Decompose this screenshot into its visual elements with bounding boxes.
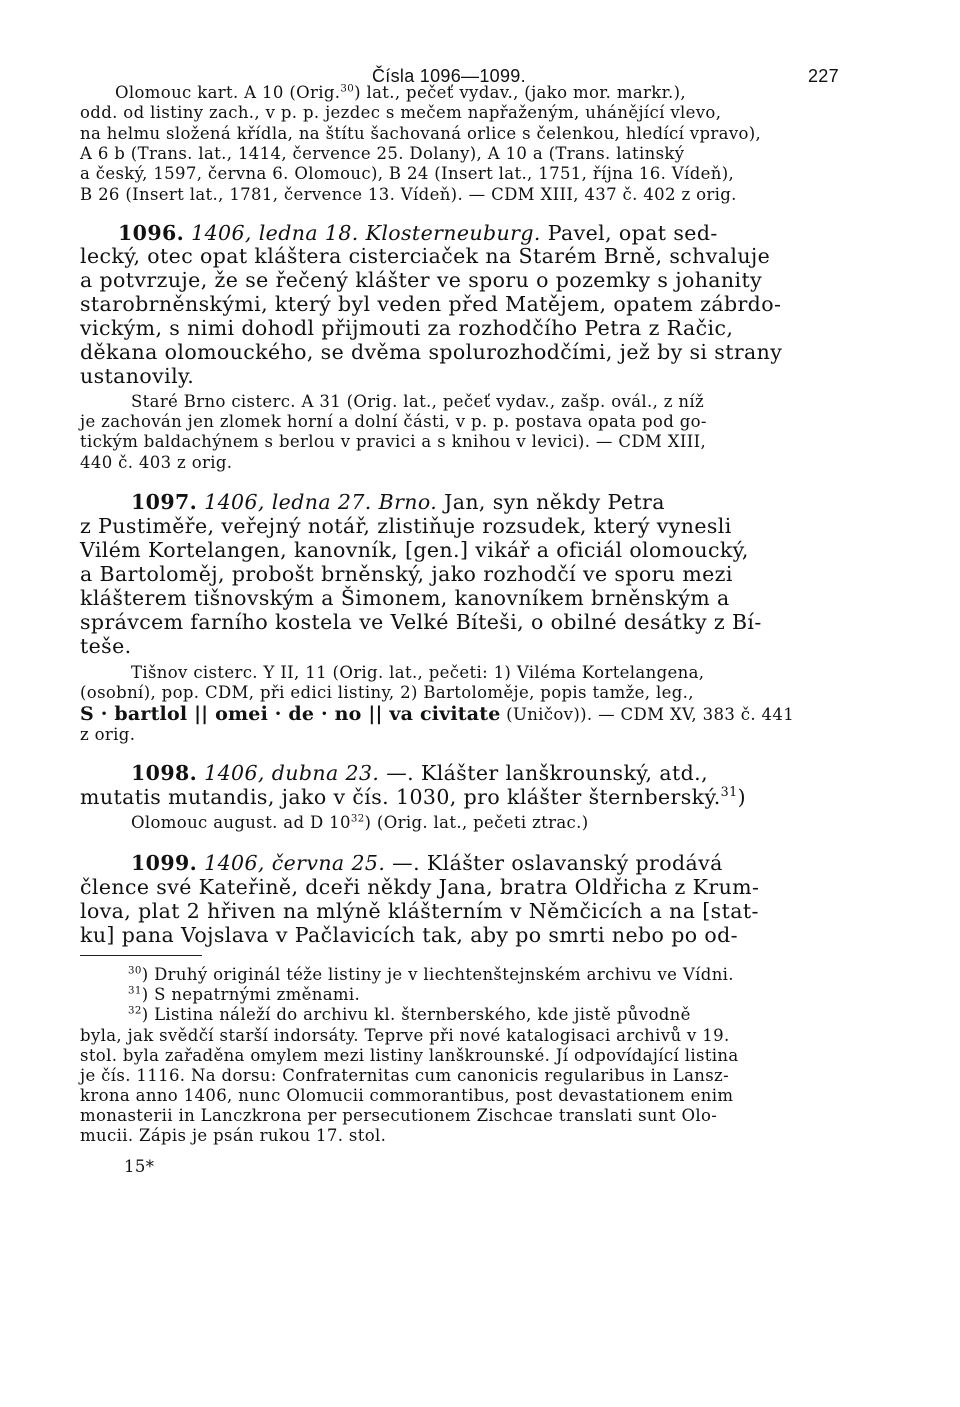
text-run: Tišnov cisterc. Y II, 11 (Orig. lat., pečeti: 1) Viléma Kortelangena, xyxy=(131,663,705,682)
text-run: 1097. xyxy=(131,490,198,514)
text-line xyxy=(131,853,723,875)
text-line xyxy=(80,784,747,809)
text-run: a český, 1597, června 6. Olomouc), B 24 (Insert lat., 1751, října 16. Vídeň), xyxy=(80,164,735,183)
text-run: mucii. Zápis je psán rukou 17. stol. xyxy=(80,1126,387,1145)
text-line xyxy=(80,726,135,743)
text-line xyxy=(80,705,794,725)
text-run: (Uničov)). — CDM XV, 383 č. 441 xyxy=(500,705,795,724)
text-run: A 6 b (Trans. lat., 1414, července 25. Dolany), A 10 a (Trans. latinský xyxy=(80,144,685,163)
footnote-marker: 31 xyxy=(720,784,738,800)
text-run: 1099. xyxy=(131,851,198,875)
text-run: 1406, dubna 23. xyxy=(204,761,380,785)
text-line xyxy=(118,223,718,245)
text-line xyxy=(80,684,694,701)
text-run: —. Klášter oslavanský prodává xyxy=(385,851,723,875)
text-line xyxy=(80,186,737,203)
text-line xyxy=(131,763,708,785)
text-line xyxy=(80,901,759,923)
text-run: a potvrzuje, že se řečený klášter ve sporu o pozemky s johanity xyxy=(80,268,763,292)
text-run: ) (Orig. lat., pečeti ztrac.) xyxy=(364,813,589,832)
text-line xyxy=(80,366,194,388)
text-run: Vilém Kortelangen, kanovník, [gen.] vikář a oficiál olomoucký, xyxy=(80,538,749,562)
text-run: vickým, s nimi dohodl přijmouti za rozhodčího Petra z Račic, xyxy=(80,316,734,340)
text-line xyxy=(80,104,721,121)
text-run: odd. od listiny zach., v p. p. jezdec s mečem napřaženým, uhánějící vlevo, xyxy=(80,103,722,122)
footnote-marker: 30 xyxy=(340,83,355,95)
text-run: lova, plat 2 hřiven na mlýně klášterním v Němčicích a na [stat- xyxy=(80,899,759,923)
text-line xyxy=(80,516,732,538)
footnote-rule xyxy=(80,955,202,956)
text-line xyxy=(80,413,707,430)
text-line xyxy=(80,165,734,182)
text-line xyxy=(128,986,360,1003)
text-line xyxy=(128,1006,691,1023)
seal-legend: S · bartlol || omei · de · no || va civitate xyxy=(80,703,501,725)
text-line xyxy=(80,925,738,947)
text-line xyxy=(80,612,762,634)
text-run: Pavel, opat sed- xyxy=(540,221,718,245)
text-line xyxy=(80,318,733,340)
text-line xyxy=(80,454,232,471)
footnote-marker: 32 xyxy=(128,1005,142,1017)
text-run: je čís. 1116. Na dorsu: Confraternitas cum canonicis regularibus in Lansz- xyxy=(80,1066,730,1085)
text-run: 1406, června 25. xyxy=(204,851,386,875)
text-line xyxy=(80,1067,729,1084)
text-run: B 26 (Insert lat., 1781, července 13. Vídeň). — CDM XIII, 437 č. 402 z orig. xyxy=(80,185,737,204)
text-run: ku] pana Vojslava v Pačlavicích tak, aby po smrti nebo po od- xyxy=(80,923,738,947)
text-run: je zachován jen zlomek horní a dolní části, v p. p. postava opata pod go- xyxy=(80,412,707,431)
text-line xyxy=(80,1087,733,1104)
text-line xyxy=(80,877,759,899)
text-run: 1096. xyxy=(118,221,185,245)
text-line xyxy=(80,246,770,268)
text-run: člence své Kateřině, dceři někdy Jana, bratra Oldřicha z Krum- xyxy=(80,875,760,899)
footnote-marker: 31 xyxy=(128,985,142,997)
text-line xyxy=(80,540,749,562)
text-line xyxy=(80,1027,730,1044)
text-run: 1406, ledna 27. Brno. xyxy=(204,490,438,514)
text-run: ) Listina náleží do archivu kl. šternberského, kde jistě původně xyxy=(141,1005,691,1024)
text-line xyxy=(124,1158,154,1175)
text-run: teše. xyxy=(80,634,132,658)
text-run: 15* xyxy=(124,1157,155,1176)
text-run: Olomouc august. ad D 10 xyxy=(131,813,351,832)
text-run: ) Druhý originál téže listiny je v liechtenštejnském archivu ve Vídni. xyxy=(141,965,734,984)
text-line xyxy=(80,145,684,162)
text-run: krona anno 1406, nunc Olomucii commorantibus, post devastationem enim xyxy=(80,1086,734,1105)
running-title: Čísla 1096—1099. xyxy=(372,66,526,86)
text-run: tickým baldachýnem s berlou v pravici a s knihou v levici). — CDM XIII, xyxy=(80,432,707,451)
text-line xyxy=(128,966,734,983)
text-run: klášterem tišnovským a Šimonem, kanovníkem brněnským a xyxy=(80,586,730,610)
text-run: na helmu složená křídla, na štítu šachovaná orlice s čelenkou, hledící vpravo), xyxy=(80,124,762,143)
text-run: z orig. xyxy=(80,725,136,744)
text-line xyxy=(115,84,686,101)
text-line xyxy=(80,342,782,364)
text-run: a Bartoloměj, probošt brněnský, jako rozhodčí ve sporu mezi xyxy=(80,562,733,586)
text-run: 440 č. 403 z orig. xyxy=(80,453,233,472)
footnote-marker: 32 xyxy=(350,813,365,825)
footnote-marker: 30 xyxy=(128,965,142,977)
text-run: starobrněnskými, který byl veden před Matějem, opatem zábrdo- xyxy=(80,292,782,316)
text-line xyxy=(131,393,704,410)
text-line xyxy=(80,1127,386,1144)
text-line xyxy=(131,814,589,831)
text-line xyxy=(80,588,730,610)
text-line xyxy=(80,270,762,292)
text-run: ) lat., pečeť vydav., (jako mor. markr.), xyxy=(354,83,687,102)
text-run: lecký, otec opat kláštera cisterciaček na Starém Brně, schvaluje xyxy=(80,244,771,268)
text-line xyxy=(80,564,733,586)
text-run: stol. byla zařaděna omylem mezi listiny lanškrounské. Jí odpovídající listina xyxy=(80,1046,739,1065)
text-run: děkana olomouckého, se dvěma spolurozhodčími, jež by si strany xyxy=(80,340,783,364)
text-run: —. Klášter lanškrounský, atd., xyxy=(379,761,708,785)
text-line xyxy=(80,636,132,658)
text-run: Jan, syn někdy Petra xyxy=(437,490,665,514)
text-run: Staré Brno cisterc. A 31 (Orig. lat., pečeť vydav., zašp. ovál., z níž xyxy=(131,392,705,411)
text-line xyxy=(131,664,704,681)
text-line xyxy=(80,125,761,142)
text-run: 1406, ledna 18. Klosterneuburg. xyxy=(191,221,541,245)
text-run: 1098. xyxy=(131,761,198,785)
page-number: 227 xyxy=(808,66,839,86)
text-run: (osobní), pop. CDM, při edici listiny, 2) Bartoloměje, popis tamže, leg., xyxy=(80,683,694,702)
text-run: ustanovily. xyxy=(80,364,195,388)
text-run: správcem farního kostela ve Velké Bíteši, o obilné desátky z Bí- xyxy=(80,610,762,634)
text-run: mutatis mutandis, jako v čís. 1030, pro klášter šternberský. xyxy=(80,785,721,809)
text-line xyxy=(131,492,665,514)
text-run: Olomouc kart. A 10 (Orig. xyxy=(115,83,341,102)
text-run: ) S nepatrnými změnami. xyxy=(141,985,361,1004)
text-run: z Pustiměře, veřejný notář, zlistiňuje rozsudek, který vynesli xyxy=(80,514,732,538)
text-run: monasterii in Lanczkrona per persecutionem Zischcae translati sunt Olo- xyxy=(80,1106,718,1125)
text-line xyxy=(80,1107,717,1124)
text-line xyxy=(80,433,706,450)
text-run: ) xyxy=(737,785,747,809)
text-line xyxy=(80,294,781,316)
text-run: byla, jak svědčí starší indorsáty. Teprve při nové katalogisaci archivů v 19. xyxy=(80,1026,730,1045)
text-line xyxy=(80,1047,739,1064)
